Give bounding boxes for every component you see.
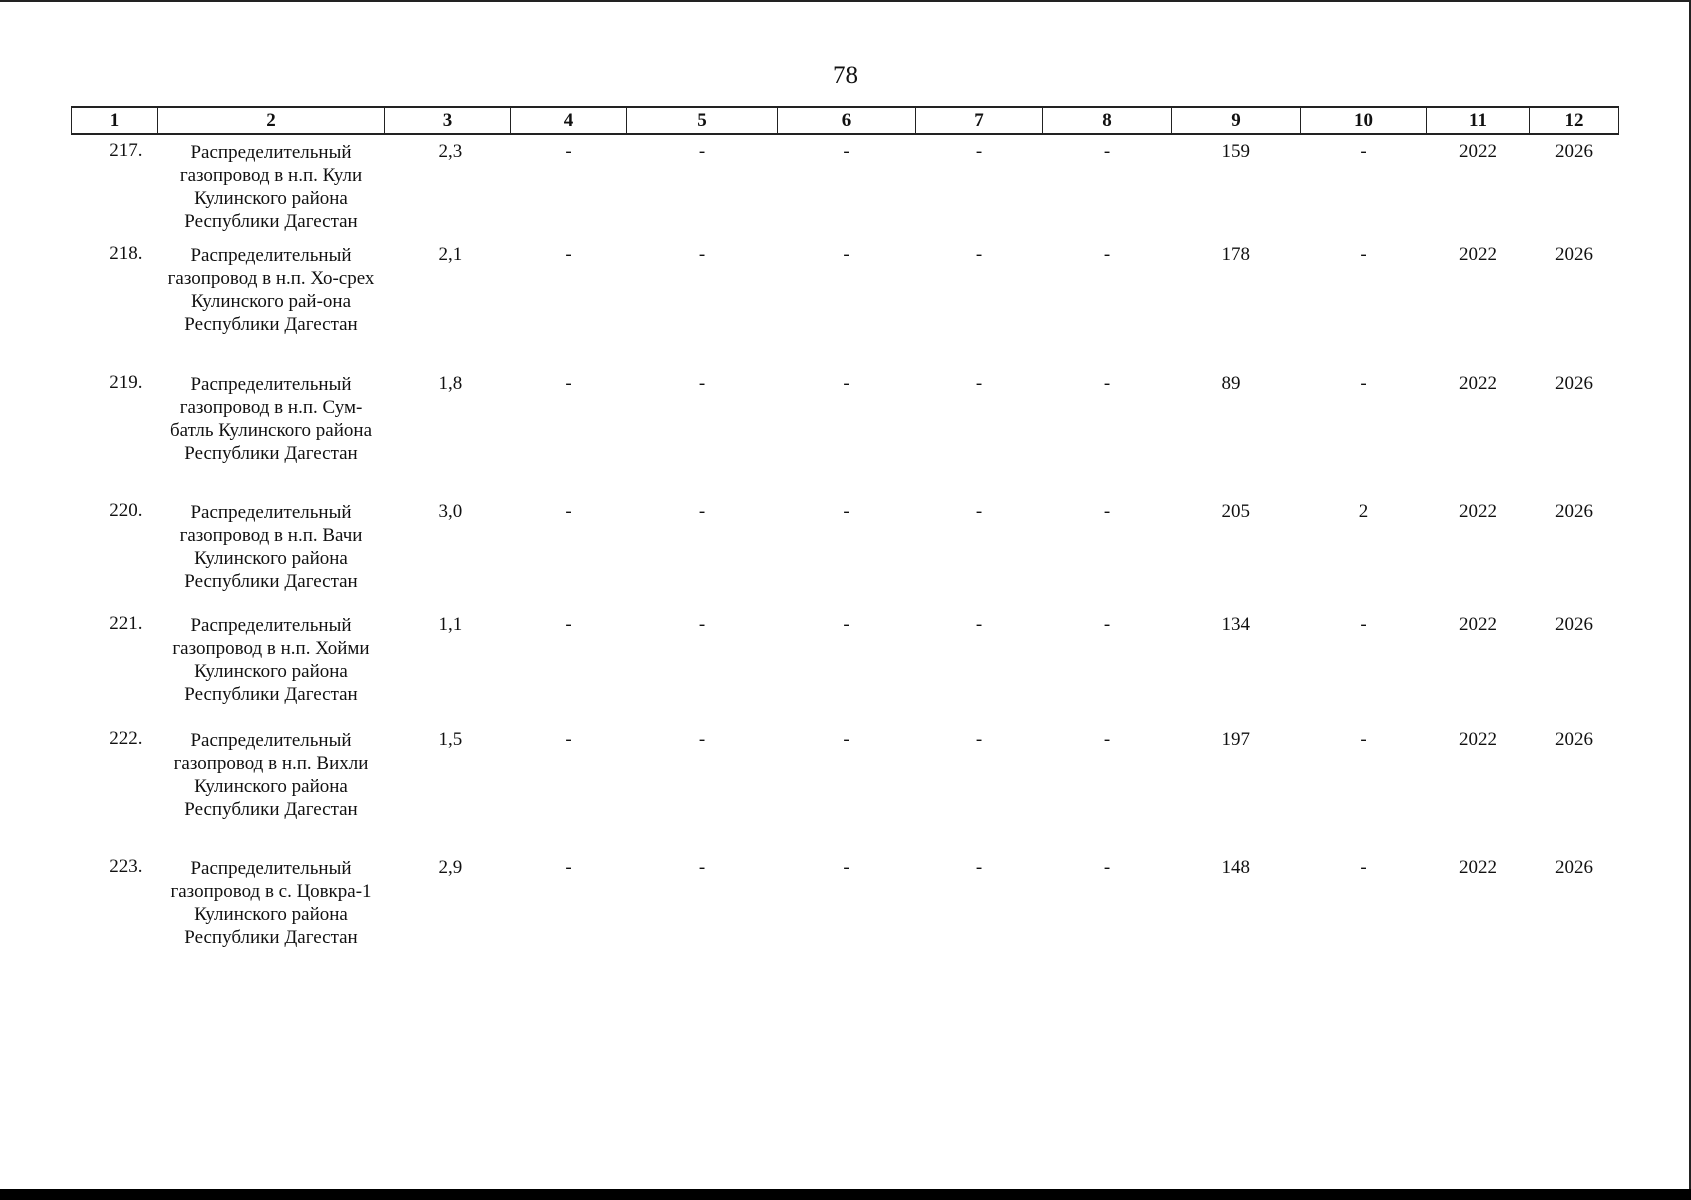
cell-col6: - — [843, 729, 850, 750]
page-number: 78 — [833, 62, 858, 89]
cell-col12: 2026 — [1555, 373, 1593, 394]
cell-col12: 2026 — [1555, 857, 1593, 878]
cell-col7: - — [975, 501, 983, 522]
cell-col10: 2 — [1358, 501, 1369, 522]
cell-col9: 148 — [1221, 857, 1250, 878]
row-number: 223. — [109, 856, 143, 877]
cell-col11: 2022 — [1459, 614, 1497, 635]
column-header: 7 — [916, 107, 1043, 134]
cell-col6: - — [843, 614, 850, 635]
page-border-top — [0, 0, 1691, 2]
object-name: Распределительный газопровод в с. Цовкра-1 Кулинского района Республики Дагестан — [170, 858, 372, 948]
cell-col7: - — [975, 614, 983, 635]
cell-col6: - — [843, 373, 850, 394]
page-border-bottom — [0, 1189, 1691, 1200]
cell-col9: 89 — [1221, 373, 1241, 394]
column-header: 5 — [627, 107, 778, 134]
cell-col7: - — [975, 141, 983, 162]
cell-col7: - — [975, 729, 983, 750]
cell-col5: - — [698, 141, 706, 162]
cell-col5: - — [698, 857, 706, 878]
column-header: 12 — [1530, 107, 1619, 134]
cell-col5: - — [698, 614, 706, 635]
cell-col8: - — [1103, 729, 1111, 750]
table-row — [72, 723, 1619, 851]
cell-col11: 2022 — [1459, 857, 1497, 878]
cell-col4: - — [565, 373, 572, 394]
cell-col9: 134 — [1221, 614, 1250, 635]
cell-col8: - — [1103, 857, 1111, 878]
header-row — [72, 107, 1619, 134]
cell-col10: - — [1360, 729, 1367, 750]
cell-col10: - — [1360, 141, 1367, 162]
row-number: 221. — [109, 613, 143, 634]
cell-col11: 2022 — [1459, 729, 1497, 750]
row-number: 219. — [109, 372, 143, 393]
cell-col12: 2026 — [1555, 244, 1593, 265]
cell-col4: - — [565, 141, 572, 162]
cell-col12: 2026 — [1555, 501, 1593, 522]
table-row — [72, 608, 1619, 723]
cell-col7: - — [975, 857, 983, 878]
cell-col9: 197 — [1221, 729, 1250, 750]
object-name: Распределительный газопровод в н.п. Вихли Кулинского района Республики Дагестан — [173, 730, 369, 820]
cell-col4: - — [565, 501, 572, 522]
column-header: 4 — [511, 107, 627, 134]
table-row — [72, 367, 1619, 495]
cell-col6: - — [843, 857, 850, 878]
table-row — [72, 238, 1619, 367]
cell-col6: - — [843, 244, 850, 265]
cell-col3: 3,0 — [438, 501, 463, 522]
cell-col4: - — [565, 729, 572, 750]
cell-col10: - — [1360, 244, 1367, 265]
row-number: 220. — [109, 500, 143, 521]
cell-col11: 2022 — [1459, 244, 1497, 265]
cell-col10: - — [1360, 373, 1367, 394]
cell-col12: 2026 — [1555, 729, 1593, 750]
column-header: 6 — [778, 107, 916, 134]
cell-col8: - — [1103, 244, 1111, 265]
cell-col5: - — [698, 729, 706, 750]
cell-col9: 205 — [1221, 501, 1250, 522]
cell-col11: 2022 — [1459, 373, 1497, 394]
cell-col10: - — [1360, 857, 1367, 878]
object-name: Распределительный газопровод в н.п. Хойми Кулинского района Республики Дагестан — [172, 615, 370, 705]
cell-col3: 1,5 — [438, 729, 463, 750]
cell-col3: 2,9 — [438, 857, 463, 878]
row-number: 217. — [109, 140, 143, 161]
cell-col4: - — [565, 244, 572, 265]
cell-col6: - — [843, 141, 850, 162]
cell-col12: 2026 — [1555, 614, 1593, 635]
cell-col7: - — [975, 244, 983, 265]
cell-col11: 2022 — [1459, 141, 1497, 162]
cell-col3: 2,1 — [438, 244, 463, 265]
column-header: 9 — [1172, 107, 1301, 134]
table-row — [72, 495, 1619, 608]
cell-col4: - — [565, 614, 572, 635]
cell-col6: - — [843, 501, 850, 522]
cell-col9: 159 — [1221, 141, 1250, 162]
table-row — [72, 851, 1619, 981]
cell-col3: 1,8 — [438, 373, 463, 394]
column-header: 11 — [1427, 107, 1530, 134]
cell-col8: - — [1103, 614, 1111, 635]
data-table — [71, 106, 1619, 981]
table-row — [72, 134, 1619, 238]
cell-col8: - — [1103, 373, 1111, 394]
cell-col8: - — [1103, 501, 1111, 522]
column-header: 10 — [1301, 107, 1427, 134]
cell-col3: 1,1 — [438, 614, 463, 635]
cell-col8: - — [1103, 141, 1111, 162]
row-number: 222. — [109, 728, 143, 749]
cell-col3: 2,3 — [438, 141, 463, 162]
cell-col9: 178 — [1221, 244, 1250, 265]
cell-col5: - — [698, 373, 706, 394]
cell-col5: - — [698, 244, 706, 265]
object-name: Распределительный газопровод в н.п. Хо-срех Кулинского рай-она Республики Дагестан — [167, 245, 375, 335]
object-name: Распределительный газопровод в н.п. Вачи Кулинского района Республики Дагестан — [179, 502, 363, 592]
column-header: 1 — [72, 107, 158, 134]
cell-col12: 2026 — [1555, 141, 1593, 162]
column-header: 3 — [385, 107, 511, 134]
object-name: Распределительный газопровод в н.п. Кули Кулинского района Республики Дагестан — [179, 142, 363, 232]
cell-col11: 2022 — [1459, 501, 1497, 522]
cell-col4: - — [565, 857, 572, 878]
object-name: Распределительный газопровод в н.п. Сум-батль Кулинского района Республики Дагестан — [169, 374, 373, 464]
column-header: 8 — [1043, 107, 1172, 134]
column-header: 2 — [158, 107, 385, 134]
row-number: 218. — [109, 243, 143, 264]
cell-col5: - — [698, 501, 706, 522]
cell-col10: - — [1360, 614, 1367, 635]
cell-col7: - — [975, 373, 983, 394]
